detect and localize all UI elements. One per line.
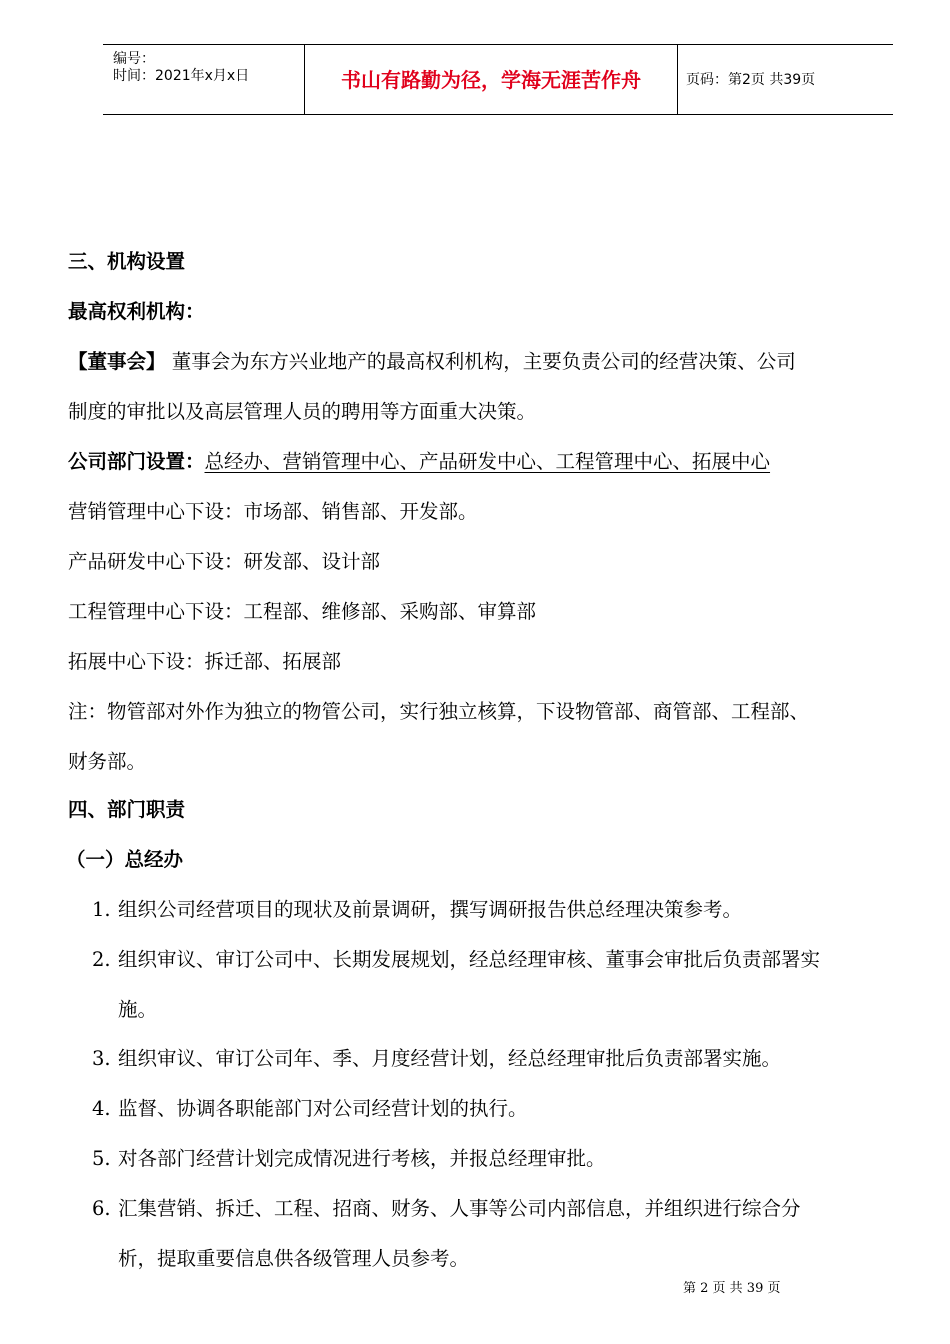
duty-text-line: 对各部门经营计划完成情况进行考核，并报总经理审批。 bbox=[118, 1147, 606, 1170]
engineering-subdepartments: 工程管理中心下设：工程部、维修部、采购部、审算部 bbox=[68, 600, 537, 623]
dept-setup-label: 公司部门设置： bbox=[68, 450, 205, 473]
subsection-title-general-office bbox=[66, 847, 183, 873]
header-page-cell bbox=[678, 45, 893, 114]
duty-text-line: 组织公司经营项目的现状及前景调研，撰写调研报告供总经理决策参考。 bbox=[118, 898, 743, 921]
duty-text-line: 汇集营销、拆迁、工程、招商、财务、人事等公司内部信息，并组织进行综合分 bbox=[118, 1197, 801, 1220]
duty-number: 5. bbox=[92, 1147, 111, 1170]
duty-number: 4. bbox=[92, 1097, 111, 1120]
header-motto: 书山有路勤为径，学海无涯苦作舟 bbox=[341, 68, 641, 92]
header-page-number: 页码：第2页 共39页 bbox=[686, 72, 816, 88]
duty-number: 1. bbox=[92, 898, 111, 921]
duty-text-line: 施。 bbox=[118, 998, 158, 1021]
header-meta-cell bbox=[103, 45, 305, 114]
board-text: 董事会为东方兴业地产的最高权利机构，主要负责公司的经营决策、公司 bbox=[165, 350, 796, 373]
dept-setup-line bbox=[68, 449, 770, 475]
duty-number: 3. bbox=[92, 1047, 111, 1070]
duty-text-line: 监督、协调各职能部门对公司经营计划的执行。 bbox=[118, 1097, 528, 1120]
document-number-label: 编号： bbox=[113, 51, 155, 67]
duty-text-line: 组织审议、审订公司中、长期发展规划，经总经理审核、董事会审批后负责部署实 bbox=[118, 948, 821, 971]
section-title-organization: 三、机构设置 bbox=[68, 250, 186, 273]
note-line-1: 注：物管部对外作为独立的物管公司，实行独立核算，下设物管部、商管部、工程部、 bbox=[68, 700, 810, 723]
subsection-title-text: （一）总经办 bbox=[66, 848, 184, 871]
duty-text-line: 析，提取重要信息供各级管理人员参考。 bbox=[118, 1247, 470, 1270]
dept-setup-value: 总经办、营销管理中心、产品研发中心、工程管理中心、拓展中心 bbox=[204, 450, 771, 473]
document-date-label: 时间：2021年x月x日 bbox=[113, 68, 250, 84]
page-footer: 第 2 页 共 39 页 bbox=[683, 1281, 781, 1296]
duty-number: 2. bbox=[92, 948, 111, 971]
duty-text-line: 组织审议、审订公司年、季、月度经营计划，经总经理审批后负责部署实施。 bbox=[118, 1047, 782, 1070]
board-label: 【董事会】 bbox=[68, 350, 166, 373]
document-header bbox=[103, 44, 893, 115]
marketing-subdepartments: 营销管理中心下设：市场部、销售部、开发部。 bbox=[68, 500, 478, 523]
subheading-highest-authority: 最高权利机构： bbox=[68, 300, 205, 323]
product-subdepartments: 产品研发中心下设：研发部、设计部 bbox=[68, 550, 381, 573]
board-paragraph-line-2: 制度的审批以及高层管理人员的聘用等方面重大决策。 bbox=[68, 400, 537, 423]
expansion-subdepartments: 拓展中心下设：拆迁部、拓展部 bbox=[68, 650, 342, 673]
section-title-duties: 四、部门职责 bbox=[68, 798, 186, 821]
note-line-2: 财务部。 bbox=[68, 750, 147, 773]
board-paragraph-line-1 bbox=[68, 349, 796, 375]
header-motto-cell bbox=[305, 45, 678, 114]
duty-number: 6. bbox=[92, 1197, 111, 1220]
